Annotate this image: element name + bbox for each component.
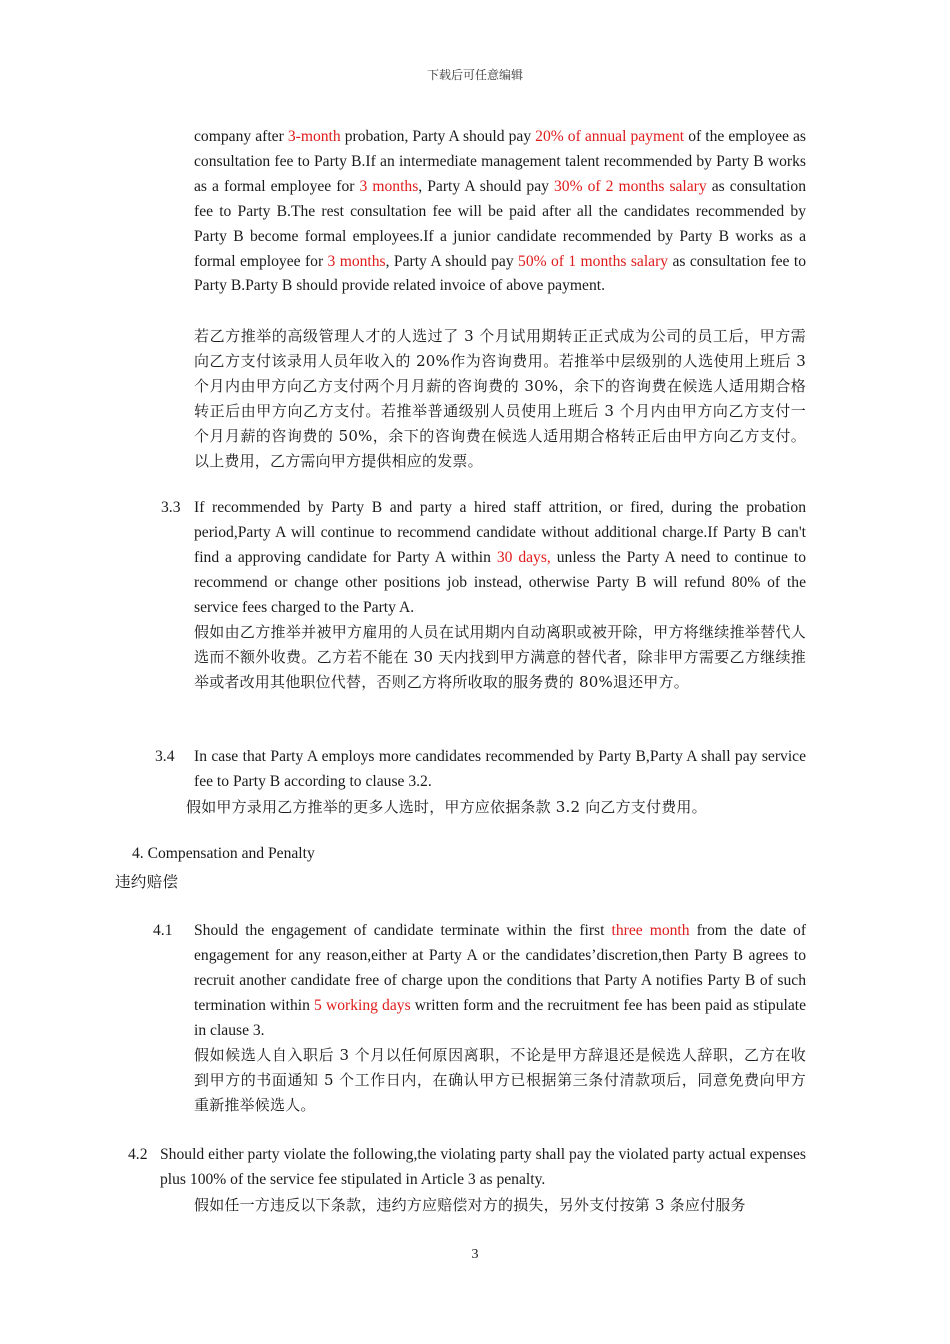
clause-4-1-zh: 假如候选人自入职后 3 个月以任何原因离职，不论是甲方辞退还是候选人辞职，乙方在收到甲方的书面通知 5 个工作日内，在确认甲方已根据第三条付清款项后，同意免费向甲方重新推举候选人。: [194, 1046, 806, 1114]
text-run: of the employee as consultation fee to Party B.If an intermediate management talent recommended by Party B works as a formal employee for: [194, 128, 806, 195]
highlight-term: three month: [611, 922, 690, 939]
highlight-term: 3-month: [287, 128, 341, 145]
clause-4-2-en: [128, 1143, 806, 1193]
section-4-title-zh: 违约赔偿: [115, 873, 179, 891]
clause-3-3-en: [161, 496, 806, 621]
text-run: , Party A should pay: [418, 177, 554, 195]
text-run: , Party A should pay: [385, 252, 519, 270]
highlight-term: 30% of 2 months salary: [553, 177, 707, 195]
clause-number: 4.2: [128, 1146, 148, 1163]
clause-3-3-zh: 假如由乙方推举并被甲方雇用的人员在试用期内自动离职或被开除，甲方将继续推举替代人选而不额外收费。乙方若不能在 30 天内找到甲方满意的替代者，除非甲方需要乙方继续推举或者改用其他职位代替，否则乙方将所收取的服务费的 80%退还甲方。: [194, 623, 806, 691]
text-run: as consultation fee to Party B.The rest consultation fee will be paid after all the candidates recommended by Party B become formal employees.If a junior candidate recommended by Party B works as a formal employee for: [194, 177, 806, 270]
clause-3-2-continued-zh: 若乙方推举的高级管理人才的人选过了 3 个月试用期转正正式成为公司的员工后，甲方需向乙方支付该录用人员年收入的 20%作为咨询费用。若推举中层级别的人选使用上班后 3 个月内由甲方向乙方支付两个月月薪的咨询费的 30%，余下的咨询费在候选人适用期合格转正后由甲方向乙方支付。若推举普通级别人员使用上班后 3 个月内由甲方向乙方支付一个月月薪的咨询费的 50%，余下的咨询费在候选人适用期合格转正后由甲方向乙方支付。以上费用，乙方需向甲方提供相应的发票。: [194, 327, 806, 470]
clause-3-4-en: [155, 745, 806, 795]
highlight-term: 3 months: [327, 252, 386, 270]
text-run: Should either party violate the following,the violating party shall pay the violated party actual expenses plus 100% of the service fee stipulated in Article 3 as penalty.: [160, 1146, 806, 1188]
clause-3-2-continued-en: [194, 125, 806, 299]
clause-number: 3.4: [155, 748, 175, 765]
clause-3-4-zh: 假如甲方录用乙方推举的更多人选时，甲方应依据条款 3.2 向乙方支付费用。: [186, 798, 707, 816]
highlight-term: 20% of annual payment: [535, 128, 685, 145]
text-run: company after: [194, 128, 288, 145]
text-run: Should the engagement of candidate terminate within the first: [194, 922, 612, 939]
text-run: from the date of engagement for any reason,either at Party A or the candidates’discretion,then Party B agrees to recruit another candidate free of charge upon the conditions that Party A notifies Party B of such termination within: [194, 922, 807, 1014]
text-run: probation, Party A should pay: [340, 128, 536, 145]
text-run: In case that Party A employs more candidates recommended by Party B,Party A shall pay service fee to Party B according to clause 3.2.: [194, 748, 806, 790]
highlight-term: 30 days,: [496, 548, 551, 566]
clause-number: 3.3: [161, 499, 181, 516]
text-run: If recommended by Party B and party a hired staff attrition, or fired, during the probation period,Party A will continue to recommend candidate without additional charge.If Party B can't find a approving candidate for Party A within: [194, 499, 806, 566]
highlight-term: 3 months: [359, 177, 419, 195]
highlight-term: 50% of 1 months salary: [518, 252, 669, 270]
page-header: 下载后可任意编辑: [426, 68, 523, 82]
clause-number: 4.1: [153, 922, 173, 939]
clause-4-1-en: [153, 919, 807, 1044]
highlight-term: 5 working days: [314, 996, 411, 1014]
text-run: unless the Party A need to continue to recommend or change other positions job instead, otherwise Party B will refund 80% of the service fees charged to the Party A.: [194, 548, 806, 616]
section-4-title: 4. Compensation and Penalty: [132, 845, 315, 862]
text-run: written form and the recruitment fee has been paid as stipulate in clause 3.: [194, 996, 806, 1039]
clause-4-2-zh: 假如任一方违反以下条款，违约方应赔偿对方的损失，另外支付按第 3 条应付服务: [194, 1196, 746, 1214]
page-number: 3: [471, 1247, 479, 1262]
text-run: as consultation fee to Party B.Party B should provide related invoice of above payment.: [194, 252, 806, 295]
